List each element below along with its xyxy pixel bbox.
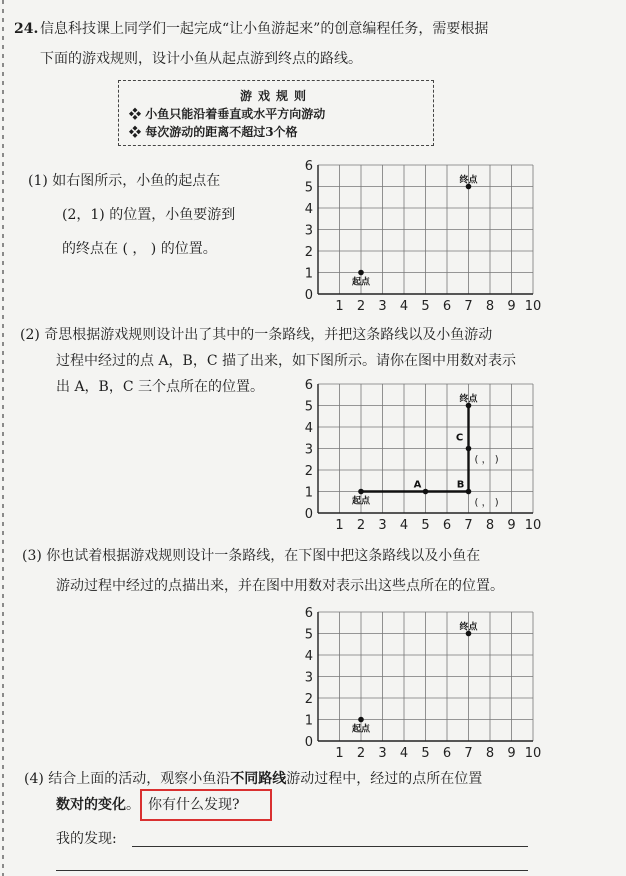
point-marker	[466, 446, 472, 452]
x-tick-label: 5	[421, 518, 430, 533]
point-marker	[358, 489, 364, 495]
answer-label: 我的发现:	[56, 831, 117, 847]
point-marker	[423, 489, 429, 495]
x-tick-label: 10	[524, 299, 542, 314]
point-label: B	[456, 479, 465, 491]
point-label: 终点	[459, 175, 478, 186]
y-tick-label: 3	[304, 223, 313, 239]
point-label: 终点	[459, 622, 478, 633]
point-label: C	[455, 432, 464, 444]
y-tick-label: 4	[304, 421, 313, 436]
part4-line1-a: (4) 结合上面的活动，观察小鱼沿	[24, 771, 231, 787]
binding-edge	[2, 0, 4, 876]
x-tick-label: 4	[399, 518, 409, 533]
x-tick-label: 10	[524, 518, 542, 533]
y-tick-label: 5	[304, 180, 313, 196]
grid-3	[300, 605, 560, 761]
y-tick-label: 2	[304, 245, 313, 260]
x-tick-label: 4	[399, 746, 409, 761]
part3-line1: (3) 你也试着根据游戏规则设计一条路线，在下图中把这条路线以及小鱼在	[22, 548, 481, 564]
y-tick-label: 1	[304, 266, 313, 282]
question-intro-line2: 下面的游戏规则，设计小鱼从起点游到终点的路线。	[40, 51, 362, 67]
part2-line3: 出 A，B，C 三个点所在的位置。	[56, 379, 265, 395]
x-tick-label: 3	[378, 299, 387, 314]
x-tick-label: 8	[485, 518, 495, 533]
x-tick-label: 1	[335, 746, 344, 761]
y-tick-label: 4	[304, 649, 313, 664]
x-tick-label: 6	[442, 299, 452, 314]
y-tick-label: 5	[304, 627, 313, 643]
rule-item-1	[129, 105, 325, 122]
y-tick-label: 2	[304, 464, 313, 479]
point-label: A	[413, 479, 422, 491]
answer-line-1[interactable]	[132, 846, 528, 847]
rule-text-1: 小鱼只能沿着垂直或水平方向游动	[145, 107, 326, 121]
part4-emphasis-change: 数对的变化	[56, 797, 126, 813]
part4-line1-c: 游动过程中，经过的点所在位置	[286, 771, 483, 787]
x-tick-label: 2	[356, 299, 366, 314]
rule-text-2: 每次游动的距离不超过3个格	[145, 125, 298, 139]
y-tick-label: 6	[304, 159, 313, 174]
x-tick-label: 5	[421, 299, 430, 314]
part2-line2: 过程中经过的点 A，B，C 描了出来，如下图所示。请你在图中用数对表示	[56, 353, 517, 369]
x-tick-label: 6	[442, 518, 452, 533]
origin-label: 0	[304, 288, 313, 303]
y-tick-label: 3	[304, 670, 313, 686]
point-label: 起点	[351, 496, 371, 507]
y-tick-label: 3	[304, 442, 313, 458]
answer-line-2[interactable]	[56, 870, 528, 871]
x-tick-label: 9	[507, 746, 516, 761]
point-marker	[466, 489, 472, 495]
x-tick-label: 7	[464, 518, 473, 533]
part4-line2	[56, 796, 140, 814]
x-tick-label: 3	[378, 518, 387, 533]
x-tick-label: 9	[507, 518, 516, 533]
part4-emphasis-routes: 不同路线	[230, 771, 287, 787]
coordinate-blank: ( ， )	[474, 454, 499, 466]
point-label: 终点	[459, 394, 478, 405]
x-tick-label: 1	[335, 518, 344, 533]
point-marker	[358, 270, 364, 276]
y-tick-label: 4	[304, 202, 313, 217]
origin-label: 0	[304, 507, 313, 522]
y-tick-label: 5	[304, 399, 313, 415]
part4-line1	[24, 770, 482, 788]
question-intro-line1: 信息科技课上同学们一起完成“让小鱼游起来”的创意编程任务，需要根据	[40, 21, 489, 37]
game-rules-box	[118, 80, 434, 146]
x-tick-label: 3	[378, 746, 387, 761]
x-tick-label: 2	[356, 746, 366, 761]
y-tick-label: 6	[304, 606, 313, 621]
y-tick-label: 2	[304, 692, 313, 707]
grid-1	[300, 158, 560, 314]
x-tick-label: 7	[464, 746, 473, 761]
x-tick-label: 5	[421, 746, 430, 761]
point-label: 起点	[351, 277, 371, 288]
x-tick-label: 1	[335, 299, 344, 314]
part4-line2-b: 。	[126, 797, 140, 813]
question-number: 24.	[14, 21, 39, 37]
x-tick-label: 4	[399, 299, 409, 314]
y-tick-label: 6	[304, 378, 313, 393]
x-tick-label: 2	[356, 518, 366, 533]
part1-line1: (1) 如右图所示，小鱼的起点在	[28, 173, 221, 189]
coordinate-blank: ( ， )	[474, 497, 499, 509]
rule-item-2	[129, 123, 298, 140]
bullet-icon: ❖	[129, 125, 142, 139]
x-tick-label: 9	[507, 299, 516, 314]
origin-label: 0	[304, 735, 313, 750]
y-tick-label: 1	[304, 713, 313, 729]
rules-title: 游戏规则	[239, 89, 312, 103]
part1-line2: (2，1) 的位置，小鱼要游到	[62, 207, 236, 223]
y-tick-label: 1	[304, 485, 313, 501]
part4-question: 你有什么发现?	[148, 797, 240, 813]
part1-line3: 的终点在 ( ， ) 的位置。	[62, 241, 217, 257]
grid-2	[300, 377, 560, 533]
bullet-icon: ❖	[129, 107, 142, 121]
question-highlight-box	[140, 789, 272, 821]
x-tick-label: 6	[442, 746, 452, 761]
x-tick-label: 8	[485, 746, 495, 761]
point-label: 起点	[351, 724, 371, 735]
part2-line1: (2) 奇思根据游戏规则设计出了其中的一条路线，并把这条路线以及小鱼游动	[20, 327, 493, 343]
part3-line2: 游动过程中经过的点描出来，并在图中用数对表示出这些点所在的位置。	[56, 578, 504, 594]
point-marker	[358, 717, 364, 723]
x-tick-label: 10	[524, 746, 542, 761]
x-tick-label: 8	[485, 299, 495, 314]
x-tick-label: 7	[464, 299, 473, 314]
